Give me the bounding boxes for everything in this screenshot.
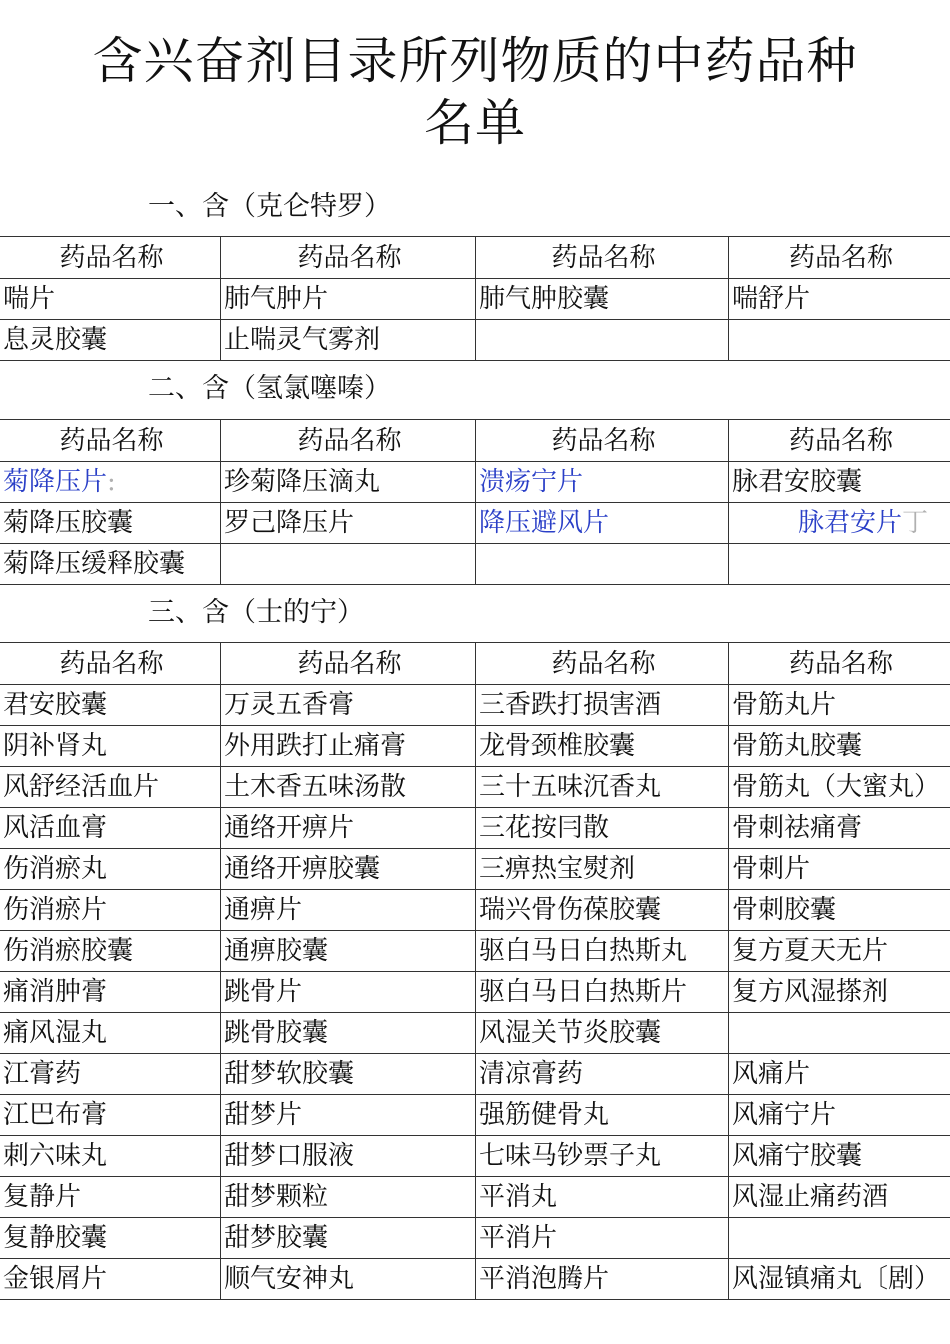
table-cell: 喘片 — [0, 279, 221, 320]
table-cell: 风痛宁片 — [729, 1095, 950, 1136]
table-cell: 脉君安胶囊 — [729, 462, 950, 503]
table-cell: 龙骨颈椎胶囊 — [476, 726, 729, 767]
table-cell: 骨刺祛痛膏 — [729, 808, 950, 849]
column-header: 药品名称 — [476, 237, 729, 279]
table-cell: 三花按冃散 — [476, 808, 729, 849]
table-row — [0, 1136, 950, 1177]
table-cell — [476, 320, 729, 361]
table-cell: 清凉膏药 — [476, 1054, 729, 1095]
table-cell: 肺气肿片 — [221, 279, 476, 320]
table-cell — [729, 544, 950, 585]
table-cell: 复方风湿搽剂 — [729, 972, 950, 1013]
table-cell: 刺六味丸 — [0, 1136, 221, 1177]
table-row — [0, 1095, 950, 1136]
table-cell: 通痹片 — [221, 890, 476, 931]
stray-mark: : — [107, 467, 116, 497]
table-cell: 骨筋丸片 — [729, 685, 950, 726]
table-cell: 肺气肿胶囊 — [476, 279, 729, 320]
table-cell: 平消泡腾片 — [476, 1259, 729, 1300]
column-header: 药品名称 — [729, 643, 950, 685]
table-cell: 珍菊降压滴丸 — [221, 462, 476, 503]
table-cell — [729, 503, 950, 544]
table-cell: 菊降压胶囊 — [0, 503, 221, 544]
table-cell: 骨筋丸（大蜜丸） — [729, 767, 950, 808]
table-clenbuterol — [0, 236, 950, 361]
column-header: 药品名称 — [729, 420, 950, 462]
table-row — [0, 972, 950, 1013]
table-cell: 复方夏天无片 — [729, 931, 950, 972]
column-header: 药品名称 — [221, 420, 476, 462]
table-cell: 平消片 — [476, 1218, 729, 1259]
table-cell: 驱白马日白热斯片 — [476, 972, 729, 1013]
table-row — [0, 726, 950, 767]
table-cell: 阴补肾丸 — [0, 726, 221, 767]
table-cell: 风痛宁胶囊 — [729, 1136, 950, 1177]
table-cell: 菊降压缓释胶囊 — [0, 544, 221, 585]
table-row — [0, 808, 950, 849]
table-row — [0, 1218, 950, 1259]
table-row — [0, 1054, 950, 1095]
table-row — [0, 320, 950, 361]
table-cell: 罗己降压片 — [221, 503, 476, 544]
table-cell: 息灵胶囊 — [0, 320, 221, 361]
table-cell: 通络开痹片 — [221, 808, 476, 849]
table-cell: 伤消瘀胶囊 — [0, 931, 221, 972]
column-header: 药品名称 — [476, 420, 729, 462]
table-cell: 甜梦片 — [221, 1095, 476, 1136]
title-line-1: 含兴奋剂目录所列物质的中药品种 — [92, 32, 858, 90]
table-row — [0, 890, 950, 931]
table-cell: 强筋健骨丸 — [476, 1095, 729, 1136]
table-cell: 溃疡宁片 — [476, 462, 729, 503]
table-cell — [0, 462, 221, 503]
table-row — [0, 849, 950, 890]
cell-text-blue: 菊降压片 — [3, 467, 108, 497]
cell-text-blue: 脉君安片 — [797, 508, 902, 538]
table-cell: 土木香五味汤散 — [221, 767, 476, 808]
table-cell: 顺气安神丸 — [221, 1259, 476, 1300]
table-cell: 七味马钞票子丸 — [476, 1136, 729, 1177]
column-header: 药品名称 — [0, 237, 221, 279]
table-cell: 江膏药 — [0, 1054, 221, 1095]
table-cell: 甜梦软胶囊 — [221, 1054, 476, 1095]
table-row — [0, 1259, 950, 1300]
section-heading-strychnine: 三、含（士的宁） — [148, 597, 364, 628]
table-cell — [221, 544, 476, 585]
table-cell: 降压避风片 — [476, 503, 729, 544]
table-cell: 风活血膏 — [0, 808, 221, 849]
table-row — [0, 685, 950, 726]
title-line-2: 名单 — [424, 94, 526, 152]
table-row — [0, 279, 950, 320]
table-cell: 三十五味沉香丸 — [476, 767, 729, 808]
table-cell: 君安胶囊 — [0, 685, 221, 726]
table-header-row — [0, 420, 950, 462]
table-cell: 三香跌打损害酒 — [476, 685, 729, 726]
column-header: 药品名称 — [221, 237, 476, 279]
stray-mark: 丁 — [901, 508, 928, 538]
table-row — [0, 503, 950, 544]
table-cell: 复静片 — [0, 1177, 221, 1218]
table-cell: 平消丸 — [476, 1177, 729, 1218]
table-cell: 甜梦颗粒 — [221, 1177, 476, 1218]
table-cell — [476, 544, 729, 585]
table-cell: 外用跌打止痛膏 — [221, 726, 476, 767]
table-cell: 瑞兴骨伤葆胶囊 — [476, 890, 729, 931]
table-cell: 风湿镇痛丸〔剧） — [729, 1259, 950, 1300]
table-header-row — [0, 643, 950, 685]
table-row — [0, 1013, 950, 1054]
table-cell — [729, 1013, 950, 1054]
table-cell: 甜梦口服液 — [221, 1136, 476, 1177]
table-cell: 复静胶囊 — [0, 1218, 221, 1259]
section-heading-clenbuterol: 一、含（克仑特罗） — [148, 191, 391, 222]
table-cell: 金银屑片 — [0, 1259, 221, 1300]
table-row — [0, 931, 950, 972]
table-cell — [729, 1218, 950, 1259]
table-cell: 骨刺片 — [729, 849, 950, 890]
table-cell: 甜梦胶囊 — [221, 1218, 476, 1259]
table-cell: 风湿关节炎胶囊 — [476, 1013, 729, 1054]
table-cell: 骨刺胶囊 — [729, 890, 950, 931]
table-strychnine — [0, 642, 950, 1300]
table-cell: 伤消瘀丸 — [0, 849, 221, 890]
table-cell: 风痛片 — [729, 1054, 950, 1095]
table-cell: 痛风湿丸 — [0, 1013, 221, 1054]
table-cell: 骨筋丸胶囊 — [729, 726, 950, 767]
column-header: 药品名称 — [221, 643, 476, 685]
table-cell: 风舒经活血片 — [0, 767, 221, 808]
table-header-row — [0, 237, 950, 279]
table-cell: 喘舒片 — [729, 279, 950, 320]
column-header: 药品名称 — [729, 237, 950, 279]
table-row — [0, 544, 950, 585]
table-cell: 伤消瘀片 — [0, 890, 221, 931]
table-cell: 痛消肿膏 — [0, 972, 221, 1013]
table-cell: 通络开痹胶囊 — [221, 849, 476, 890]
table-cell: 江巴布膏 — [0, 1095, 221, 1136]
table-hydrochlorothiazide — [0, 419, 950, 585]
table-row — [0, 1177, 950, 1218]
table-row — [0, 767, 950, 808]
column-header: 药品名称 — [476, 643, 729, 685]
section-heading-hydrochlorothiazide: 二、含（氢氯噻嗪） — [148, 373, 391, 404]
table-cell: 驱白马日白热斯丸 — [476, 931, 729, 972]
column-header: 药品名称 — [0, 643, 221, 685]
table-row — [0, 462, 950, 503]
table-cell — [729, 320, 950, 361]
table-cell: 三痹热宝熨剂 — [476, 849, 729, 890]
table-cell: 跳骨胶囊 — [221, 1013, 476, 1054]
table-cell: 通痹胶囊 — [221, 931, 476, 972]
column-header: 药品名称 — [0, 420, 221, 462]
table-cell: 万灵五香膏 — [221, 685, 476, 726]
table-cell: 跳骨片 — [221, 972, 476, 1013]
page-title — [0, 30, 950, 154]
table-cell: 止喘灵气雾剂 — [221, 320, 476, 361]
table-cell: 风湿止痛药酒 — [729, 1177, 950, 1218]
